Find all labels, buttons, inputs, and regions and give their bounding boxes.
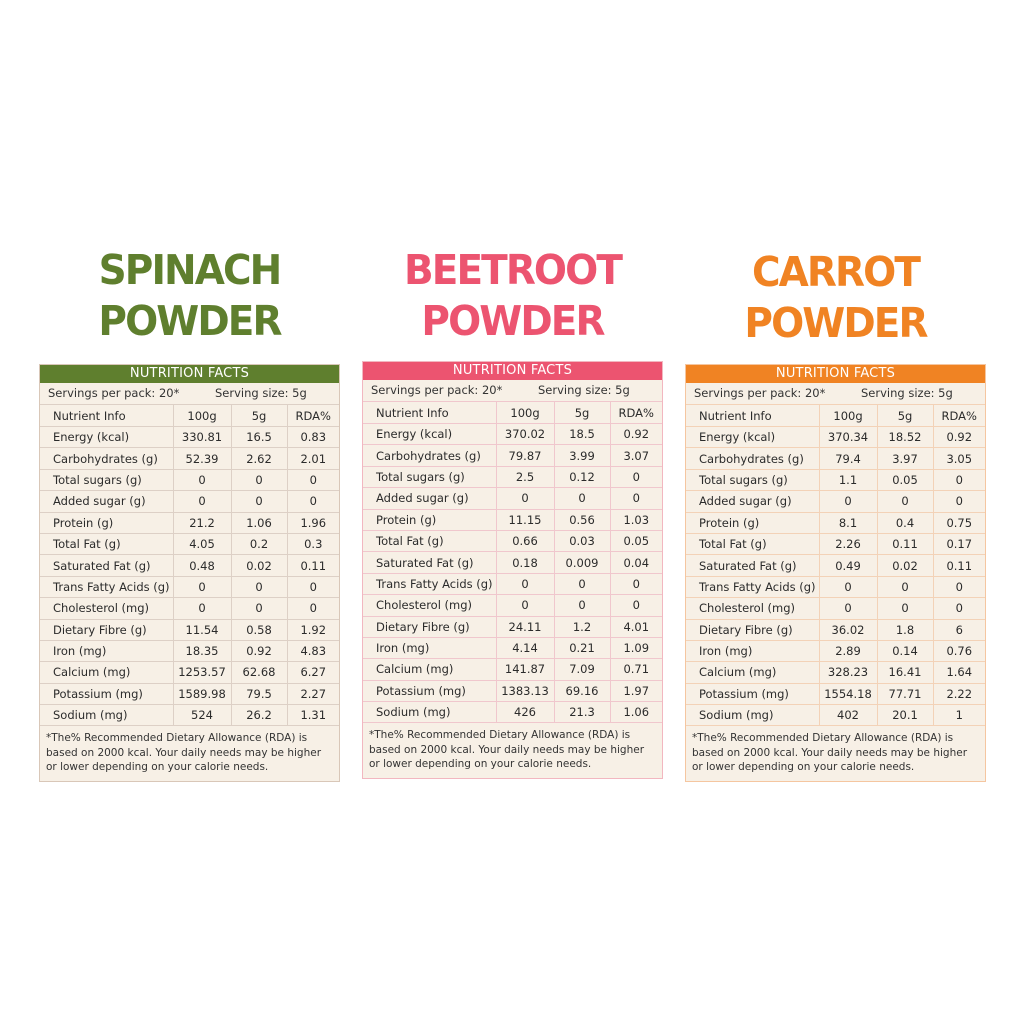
rda-footnote: *The% Recommended Dietary Allowance (RDA) is based on 2000 kcal. Your daily needs may be higher or lower depending on your calorie needs.: [46, 732, 322, 774]
table-row: [686, 491, 985, 512]
nutrient-value: 21.2: [173, 512, 231, 533]
nutrition-facts-header: NUTRITION FACTS: [40, 365, 339, 383]
nutrient-value: 2.22: [933, 683, 985, 704]
nutrient-name: Protein (g): [686, 512, 819, 533]
nutrient-value: 0: [610, 488, 662, 509]
nutrient-value: 1.97: [610, 680, 662, 701]
table-header-row: [363, 402, 662, 424]
column-header: RDA%: [933, 405, 985, 427]
nutrient-value: 1.8: [877, 619, 933, 640]
nutrient-value: 4.01: [610, 616, 662, 637]
spinach-title-line2: POWDER: [98, 297, 281, 345]
nutrient-value: 0.71: [610, 659, 662, 680]
column-header: 100g: [496, 402, 554, 424]
nutrient-value: 0: [231, 469, 287, 490]
table-row: [363, 509, 662, 530]
serving-size: Serving size: 5g: [861, 386, 953, 400]
nutrient-value: 3.99: [554, 445, 610, 466]
nutrient-value: 0.12: [554, 466, 610, 487]
table-row: [40, 598, 339, 619]
column-header: Nutrient Info: [363, 402, 496, 424]
nutrient-value: 6: [933, 619, 985, 640]
table-header-row: [40, 405, 339, 427]
nutrient-name: Saturated Fat (g): [686, 555, 819, 576]
table-row: [363, 573, 662, 594]
table-row: [40, 640, 339, 661]
nutrient-name: Cholesterol (mg): [40, 598, 173, 619]
servings-row: [40, 383, 339, 405]
nutrient-value: 21.3: [554, 702, 610, 723]
nutrient-value: 3.07: [610, 445, 662, 466]
nutrient-value: 1.06: [610, 702, 662, 723]
nutrient-value: 0.75: [933, 512, 985, 533]
nutrient-value: 370.02: [496, 424, 554, 445]
nutrient-value: 1.96: [287, 512, 339, 533]
nutrient-value: 0.18: [496, 552, 554, 573]
nutrient-value: 0: [231, 576, 287, 597]
table-row: [686, 598, 985, 619]
column-header: 5g: [877, 405, 933, 427]
nutrient-value: 0: [819, 491, 877, 512]
table-row: [686, 427, 985, 448]
nutrient-value: 0: [933, 598, 985, 619]
nutrient-value: 0.11: [933, 555, 985, 576]
table-row: [686, 640, 985, 661]
table-row: [363, 424, 662, 445]
nutrient-value: 0: [819, 598, 877, 619]
nutrient-value: 1.92: [287, 619, 339, 640]
nutrient-value: 18.5: [554, 424, 610, 445]
nutrient-value: 0.17: [933, 533, 985, 554]
table-row: [686, 448, 985, 469]
beetroot-nutrition-card: [362, 361, 663, 779]
nutrient-value: 0.11: [877, 533, 933, 554]
table-row: [363, 530, 662, 551]
nutrient-value: 0: [933, 576, 985, 597]
nutrient-value: 0: [231, 598, 287, 619]
column-header: 5g: [231, 405, 287, 427]
table-header-row: [686, 405, 985, 427]
nutrient-value: 0.58: [231, 619, 287, 640]
carrot-nutrition-card: [685, 364, 986, 782]
column-header: 100g: [819, 405, 877, 427]
nutrient-value: 0: [496, 595, 554, 616]
nutrient-name: Calcium (mg): [363, 659, 496, 680]
nutrient-value: 426: [496, 702, 554, 723]
nutrient-value: 0: [554, 573, 610, 594]
table-row: [40, 576, 339, 597]
table-row: [40, 619, 339, 640]
column-header: 100g: [173, 405, 231, 427]
nutrient-name: Saturated Fat (g): [40, 555, 173, 576]
nutrition-facts-header: NUTRITION FACTS: [363, 362, 662, 380]
table-row: [363, 595, 662, 616]
nutrient-value: 24.11: [496, 616, 554, 637]
nutrient-name: Total sugars (g): [686, 469, 819, 490]
nutrient-value: 0: [173, 491, 231, 512]
table-row: [40, 555, 339, 576]
table-row: [40, 533, 339, 554]
nutrient-value: 1.1: [819, 469, 877, 490]
nutrient-name: Total Fat (g): [40, 533, 173, 554]
nutrient-value: 0: [287, 576, 339, 597]
servings-per-pack: Servings per pack: 20*: [694, 386, 826, 400]
nutrient-name: Total sugars (g): [363, 466, 496, 487]
nutrient-value: 2.26: [819, 533, 877, 554]
nutrient-value: 0: [554, 488, 610, 509]
nutrient-name: Energy (kcal): [686, 427, 819, 448]
table-row: [686, 512, 985, 533]
table-row: [40, 448, 339, 469]
nutrient-name: Potassium (mg): [363, 680, 496, 701]
beetroot-title-line1: BEETROOT: [403, 246, 622, 294]
nutrient-value: 0.04: [610, 552, 662, 573]
nutrient-value: 0.11: [287, 555, 339, 576]
nutrient-value: 20.1: [877, 705, 933, 726]
table-row: [686, 555, 985, 576]
nutrient-name: Trans Fatty Acids (g): [686, 576, 819, 597]
nutrient-name: Cholesterol (mg): [686, 598, 819, 619]
table-row: [40, 469, 339, 490]
nutrient-name: Carbohydrates (g): [40, 448, 173, 469]
nutrient-name: Total Fat (g): [686, 533, 819, 554]
nutrient-value: 0: [877, 491, 933, 512]
nutrient-value: 18.52: [877, 427, 933, 448]
nutrient-name: Sodium (mg): [40, 705, 173, 726]
nutrient-value: 52.39: [173, 448, 231, 469]
nutrient-value: 16.41: [877, 662, 933, 683]
nutrient-value: 0.92: [231, 640, 287, 661]
nutrient-value: 1383.13: [496, 680, 554, 701]
nutrient-value: 0.2: [231, 533, 287, 554]
serving-size: Serving size: 5g: [215, 386, 307, 400]
nutrient-name: Protein (g): [40, 512, 173, 533]
nutrient-value: 0: [610, 466, 662, 487]
nutrient-value: 1.06: [231, 512, 287, 533]
nutrient-value: 4.83: [287, 640, 339, 661]
nutrient-value: 1589.98: [173, 683, 231, 704]
nutrient-value: 1253.57: [173, 662, 231, 683]
carrot-title-line2: POWDER: [744, 299, 927, 347]
nutrient-name: Cholesterol (mg): [363, 595, 496, 616]
nutrient-value: 0.66: [496, 530, 554, 551]
nutrient-name: Dietary Fibre (g): [686, 619, 819, 640]
table-row: [686, 662, 985, 683]
nutrient-value: 524: [173, 705, 231, 726]
nutrient-value: 402: [819, 705, 877, 726]
nutrient-name: Iron (mg): [40, 640, 173, 661]
nutrient-value: 26.2: [231, 705, 287, 726]
nutrient-value: 1: [933, 705, 985, 726]
nutrient-value: 0.92: [933, 427, 985, 448]
nutrient-value: 0.02: [231, 555, 287, 576]
nutrient-name: Energy (kcal): [363, 424, 496, 445]
nutrient-name: Trans Fatty Acids (g): [40, 576, 173, 597]
nutrient-value: 77.71: [877, 683, 933, 704]
nutrient-name: Potassium (mg): [40, 683, 173, 704]
nutrient-value: 0.49: [819, 555, 877, 576]
column-header: Nutrient Info: [40, 405, 173, 427]
nutrient-value: 2.5: [496, 466, 554, 487]
nutrient-name: Saturated Fat (g): [363, 552, 496, 573]
nutrient-name: Dietary Fibre (g): [363, 616, 496, 637]
column-header: Nutrient Info: [686, 405, 819, 427]
nutrient-value: 0.48: [173, 555, 231, 576]
nutrition-table: [40, 405, 339, 726]
nutrient-value: 0: [287, 491, 339, 512]
nutrient-value: 0: [496, 573, 554, 594]
table-row: [40, 427, 339, 448]
nutrient-name: Dietary Fibre (g): [40, 619, 173, 640]
nutrient-name: Potassium (mg): [686, 683, 819, 704]
table-row: [40, 491, 339, 512]
nutrient-name: Trans Fatty Acids (g): [363, 573, 496, 594]
nutrient-value: 330.81: [173, 427, 231, 448]
nutrient-name: Energy (kcal): [40, 427, 173, 448]
nutrient-value: 62.68: [231, 662, 287, 683]
nutrient-value: 0: [877, 598, 933, 619]
nutrient-value: 0: [287, 469, 339, 490]
nutrient-value: 2.62: [231, 448, 287, 469]
nutrient-name: Carbohydrates (g): [686, 448, 819, 469]
nutrient-name: Added sugar (g): [686, 491, 819, 512]
table-row: [363, 702, 662, 723]
nutrient-value: 0.02: [877, 555, 933, 576]
spinach-nutrition-card: [39, 364, 340, 782]
nutrient-value: 0.21: [554, 637, 610, 658]
nutrient-value: 0.83: [287, 427, 339, 448]
nutrient-value: 8.1: [819, 512, 877, 533]
nutrient-value: 0: [877, 576, 933, 597]
nutrient-value: 0: [933, 491, 985, 512]
nutrient-value: 370.34: [819, 427, 877, 448]
nutrient-name: Sodium (mg): [363, 702, 496, 723]
nutrient-value: 2.27: [287, 683, 339, 704]
nutrient-value: 79.5: [231, 683, 287, 704]
nutrient-name: Total Fat (g): [363, 530, 496, 551]
nutrient-value: 11.54: [173, 619, 231, 640]
table-row: [686, 619, 985, 640]
table-row: [40, 512, 339, 533]
servings-per-pack: Servings per pack: 20*: [48, 386, 180, 400]
table-row: [363, 616, 662, 637]
spinach-title-line1: SPINACH: [98, 246, 281, 294]
nutrient-name: Total sugars (g): [40, 469, 173, 490]
table-row: [363, 445, 662, 466]
table-row: [363, 488, 662, 509]
nutrient-value: 1.64: [933, 662, 985, 683]
nutrient-name: Protein (g): [363, 509, 496, 530]
nutrient-value: 0: [610, 573, 662, 594]
nutrient-value: 0.009: [554, 552, 610, 573]
nutrient-value: 1554.18: [819, 683, 877, 704]
table-row: [40, 662, 339, 683]
nutrient-value: 141.87: [496, 659, 554, 680]
nutrient-value: 0: [231, 491, 287, 512]
table-row: [686, 683, 985, 704]
column-header: RDA%: [610, 402, 662, 424]
nutrient-value: 1.31: [287, 705, 339, 726]
serving-size: Serving size: 5g: [538, 383, 630, 397]
nutrient-value: 1.09: [610, 637, 662, 658]
column-header: 5g: [554, 402, 610, 424]
nutrient-value: 4.14: [496, 637, 554, 658]
nutrient-value: 0.05: [610, 530, 662, 551]
nutrition-table: [686, 405, 985, 726]
nutrient-value: 0.3: [287, 533, 339, 554]
nutrition-table: [363, 402, 662, 723]
table-row: [363, 680, 662, 701]
carrot-title-line1: CARROT: [751, 248, 919, 296]
table-row: [686, 576, 985, 597]
nutrient-value: 0: [933, 469, 985, 490]
table-row: [686, 705, 985, 726]
nutrient-value: 6.27: [287, 662, 339, 683]
table-row: [363, 466, 662, 487]
nutrient-value: 0: [554, 595, 610, 616]
table-row: [363, 659, 662, 680]
nutrient-name: Added sugar (g): [363, 488, 496, 509]
nutrient-value: 0.92: [610, 424, 662, 445]
nutrient-value: 16.5: [231, 427, 287, 448]
nutrient-value: 0.14: [877, 640, 933, 661]
table-row: [363, 552, 662, 573]
nutrient-value: 3.97: [877, 448, 933, 469]
nutrient-name: Sodium (mg): [686, 705, 819, 726]
nutrient-name: Added sugar (g): [40, 491, 173, 512]
nutrient-name: Iron (mg): [686, 640, 819, 661]
nutrient-value: 36.02: [819, 619, 877, 640]
nutrient-value: 3.05: [933, 448, 985, 469]
servings-row: [686, 383, 985, 405]
nutrient-value: 0: [173, 598, 231, 619]
nutrition-facts-header: NUTRITION FACTS: [686, 365, 985, 383]
column-header: RDA%: [287, 405, 339, 427]
nutrient-name: Carbohydrates (g): [363, 445, 496, 466]
nutrient-value: 2.01: [287, 448, 339, 469]
servings-row: [363, 380, 662, 402]
nutrient-name: Calcium (mg): [686, 662, 819, 683]
nutrient-value: 79.87: [496, 445, 554, 466]
beetroot-title-line2: POWDER: [421, 297, 604, 345]
rda-footnote: *The% Recommended Dietary Allowance (RDA) is based on 2000 kcal. Your daily needs may be higher or lower depending on your calorie needs.: [369, 729, 645, 771]
table-row: [363, 637, 662, 658]
nutrient-value: 0: [173, 576, 231, 597]
nutrient-name: Calcium (mg): [40, 662, 173, 683]
nutrient-value: 328.23: [819, 662, 877, 683]
nutrient-value: 0: [496, 488, 554, 509]
nutrient-value: 1.03: [610, 509, 662, 530]
nutrient-value: 0.03: [554, 530, 610, 551]
servings-per-pack: Servings per pack: 20*: [371, 383, 503, 397]
nutrient-value: 0.05: [877, 469, 933, 490]
nutrient-value: 0.56: [554, 509, 610, 530]
nutrient-value: 18.35: [173, 640, 231, 661]
nutrient-value: 0: [610, 595, 662, 616]
nutrient-value: 7.09: [554, 659, 610, 680]
nutrient-value: 2.89: [819, 640, 877, 661]
nutrient-value: 79.4: [819, 448, 877, 469]
nutrient-value: 0: [173, 469, 231, 490]
nutrient-value: 69.16: [554, 680, 610, 701]
table-row: [40, 683, 339, 704]
table-row: [686, 469, 985, 490]
table-row: [40, 705, 339, 726]
table-row: [686, 533, 985, 554]
nutrient-value: 0: [819, 576, 877, 597]
nutrient-name: Iron (mg): [363, 637, 496, 658]
nutrient-value: 1.2: [554, 616, 610, 637]
nutrient-value: 4.05: [173, 533, 231, 554]
nutrient-value: 0: [287, 598, 339, 619]
nutrient-value: 0.76: [933, 640, 985, 661]
rda-footnote: *The% Recommended Dietary Allowance (RDA) is based on 2000 kcal. Your daily needs may be higher or lower depending on your calorie needs.: [692, 732, 968, 774]
nutrient-value: 0.4: [877, 512, 933, 533]
nutrient-value: 11.15: [496, 509, 554, 530]
